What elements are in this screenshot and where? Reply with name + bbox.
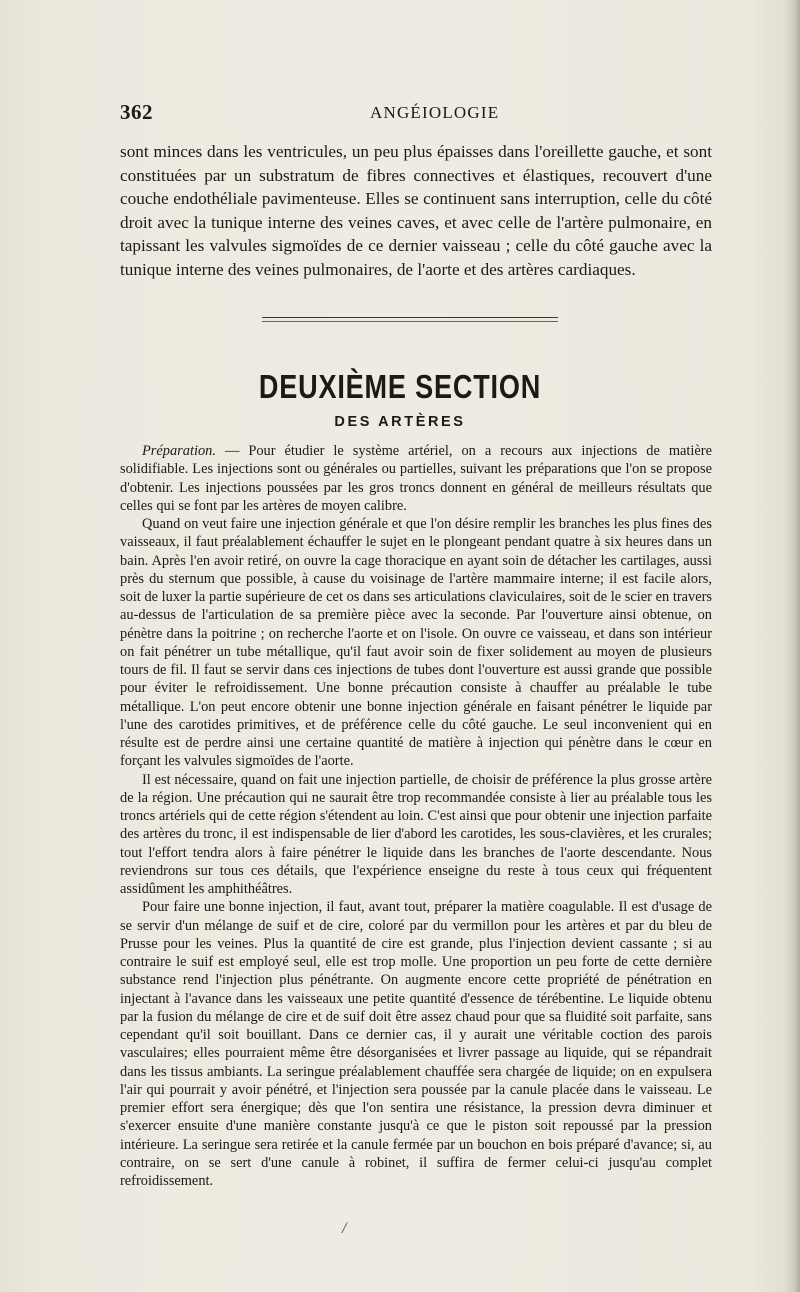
section-subtitle: DES ARTÈRES xyxy=(334,414,466,430)
bottom-mark: / xyxy=(342,1220,347,1237)
running-title: ANGÉIOLOGIE xyxy=(370,103,500,122)
paragraph-coagulable-matter: Pour faire une bonne injection, il faut, avant tout, préparer la matière coagulable. Il est d'usage de se servir d'un mélange de suif et de cire, coloré par du vermillon pour les artères et par du bleu de Prusse pour les veines. Plus la quantité de cire est grande, plus l'injection devient cassante ; si au contraire le suif est employé seul, elle est trop molle. Une proportion un peu forte de cette dernière substance rend l'injection plus pénétrante. On augmente encore cette propriété de pénétration en injectant à l'avance dans les vaisseaux une petite quantité d'essence de térébentine. Le liquide obtenu par la fusion du mélange de cire et de suif doit être assez chaud pour que sa fluidité soit parfaite, sans cependant qu'il soit bouillant. Dans ce dernier cas, il y aurait une véritable coction des parois vasculaires; elles pourraient même être désorganisées et livrer passage au liquide, qui se répandrait dans les tissus ambiants. La seringue préalablement chauffée sera chargée de liquide; on en expulsera l'air qui pourrait y avoir pénétré, et l'injection sera poussée par la canule placée dans le vaisseau. Le premier effort sera énergique; dès que l'on sentira une résistance, la pression devra diminuer et s'exercer ensuite d'une manière constante jusqu'à ce que le piston soit repoussé par la pression intérieure. La seringue sera retirée et la canule fermée par un bouchon en bois préparé d'avance; si, au contraire, on se sert d'une canule à robinet, il suffira de fermer celui-ci jusqu'au complet refroidissement. xyxy=(120,899,712,1189)
paragraph-preparation xyxy=(120,442,712,515)
paragraph-preparation-text: — Pour étudier le système artériel, on a recours aux injections de matière solidifiable. Les injections sont ou générales ou partielles, suivant les préparations que l'on se propose d'obtenir. Les injections poussées par les gros troncs donnent en général de meilleurs résultats que celles qui se font par les artères de moyen calibre. xyxy=(120,443,712,514)
paragraph-general-injection: Quand on veut faire une injection générale et que l'on désire remplir les branches les plus fines des vaisseaux, il faut préalablement échauffer le sujet en le plongeant pendant quatre à six heures dans un bain. Après l'en avoir retiré, on ouvre la cage thoracique en ayant soin de détacher les cartilages, aussi près du sternum que possible, à cause du voisinage de l'artère mammaire interne; il est facile alors, soit de luxer la partie supérieure de cet os dans ses articulations claviculaires, soit de le scier en travers au-dessus de l'articulation de sa première pièce avec la seconde. Par l'ouverture ainsi obtenue, on pénètre dans la poitrine ; on recherche l'aorte et on l'isole. On ouvre ce vaisseau, et dans son intérieur on fait pénétrer un tube métallique, qu'il faut avoir soin de fixer solidement au moyen de plusieurs tours de fil. Il faut se servir dans ces injections de tubes dont l'ouverture est aussi grande que possible pour éviter le refroidissement. Une bonne précaution consiste à chauffer au préalable le tube métallique. L'on peut encore obtenir une bonne injection générale en faisant pénétrer le liquide par l'une des carotides primitives, et de préférence celle du côté gauche. Le seul inconvenient qui en résulte est de perdre ainsi une certaine quantité de matière à injection qui pénètre dans le cœur en forçant les valvules sigmoïdes de l'aorte. xyxy=(120,516,712,770)
intro-paragraph: sont minces dans les ventricules, un peu plus épaisses dans l'oreillette gauche, et sont constituées par un substratum de fibres connectives et élastiques, recouvert d'une couche endothéliale pavimenteuse. Elles se continuent sans interruption, celle du côté droit avec la tunique interne des veines caves, et avec celle de l'artère pulmonaire, en tapissant les valvules sigmoïdes de ce dernier vaisseau ; celle du côté gauche avec la tunique interne des veines pulmonaires, de l'aorte et des artères cardiaques. xyxy=(120,142,712,279)
running-head xyxy=(120,100,720,130)
section-body xyxy=(120,442,712,1190)
preparation-label: Préparation. xyxy=(142,443,216,459)
section-divider-thin xyxy=(262,321,558,322)
section-divider xyxy=(262,317,558,318)
page-number: 362 xyxy=(120,100,153,124)
paragraph-partial-injection: Il est nécessaire, quand on fait une injection partielle, de choisir de préférence la plus grosse artère de la région. Une précaution qui ne saurait être trop recommandée consiste à lier au préalable tous les troncs artériels qui de cette région s'étendent au loin. C'est ainsi que pour obtenir une injection parfaite des artères du tronc, il est indispensable de lier d'abord les carotides, les sous-clavières, et les crurales; tout l'effort tendra alors à faire pénétrer le liquide dans les branches de l'aorte descendante. Nous reviendrons sur tous ces détails, que l'expérience enseigne du reste à tous ceux qui fréquentent assidûment les amphithéâtres. xyxy=(120,771,712,897)
section-title: DEUXIÈME SECTION xyxy=(258,368,542,405)
page-edge-shadow xyxy=(786,0,800,1292)
